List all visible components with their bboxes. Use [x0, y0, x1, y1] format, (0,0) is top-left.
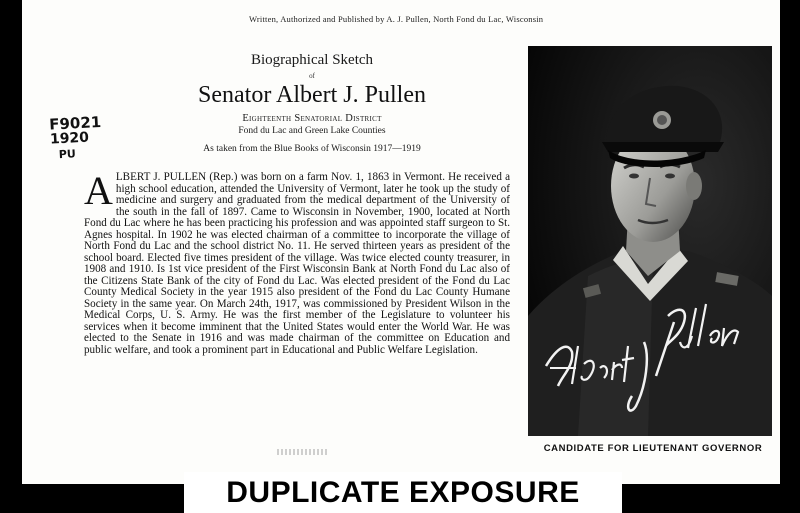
district-line: Eighteenth Senatorial District: [242, 113, 382, 124]
stamp-line-2: 1920: [49, 129, 90, 148]
duplicate-exposure-banner: [184, 472, 622, 513]
counties-line: Fond du Lac and Green Lake Counties: [238, 126, 386, 136]
page-footer-mark: [277, 449, 327, 455]
of-label: of: [309, 72, 315, 80]
biography-text: LBERT J. PULLEN (Rep.) was born on a farm Nov. 1, 1863 in Vermont. He received a high school education, attended the University of Vermont, later he took up the study of medicine and surgery and graduated from the medical department of the University of the south in the fall of 1897. Came to Wisconsin in November, 1900, located at North Fond du Lac where he has been practicing his profession and was appointed staff surgeon to St. Agnes hospital. In 1902 he was elected chairman of a committee to incorporate the village of North Fond du Lac and the school district No. 11. He served thirteen years as president of the school board. Elected five times president of the village. Was twice elected county treasurer, in 1908 and 1910. Is 1st vice president of the First Wisconsin Bank at North Fond du Lac also of the Citizens State Bank of the city of Fond du Lac. Was elected president of the Fond du Lac County Medical Society in the year 1915 also president of the Fond du Lac County Humane Society in the same year. On March 24th, 1917, was commissioned by President Wilson in the Medical Corps, U. S. Army. He was the first member of the Legislature to volunteer his services when it become imminent that the United States would enter the World War. He was elected to the Senate in 1916 and was made chairman of the committee on Education and public welfare, and took a prominent part in Educational and Public Welfare Legislation.: [84, 171, 510, 356]
stamp-line-3: PU: [58, 147, 77, 162]
stamp-line-1: F9021: [48, 112, 102, 134]
document-page: [22, 0, 780, 484]
source-line: As taken from the Blue Books of Wisconsin 1917—1919: [203, 144, 421, 154]
photo-caption: CANDIDATE FOR LIEUTENANT GOVERNOR: [543, 443, 763, 454]
portrait-illustration: [528, 46, 772, 436]
drop-cap: A: [84, 168, 113, 213]
catalog-stamp: [49, 114, 113, 162]
sketch-title: Biographical Sketch: [250, 52, 374, 68]
biography-paragraph: [84, 168, 510, 356]
duplicate-exposure-label: DUPLICATE EXPOSURE: [226, 476, 580, 509]
publisher-line: Written, Authorized and Published by A. J. Pullen, North Fond du Lac, Wisconsin: [249, 14, 544, 24]
senator-name-heading: Senator Albert J. Pullen: [198, 82, 426, 108]
portrait-photo: [528, 46, 772, 436]
